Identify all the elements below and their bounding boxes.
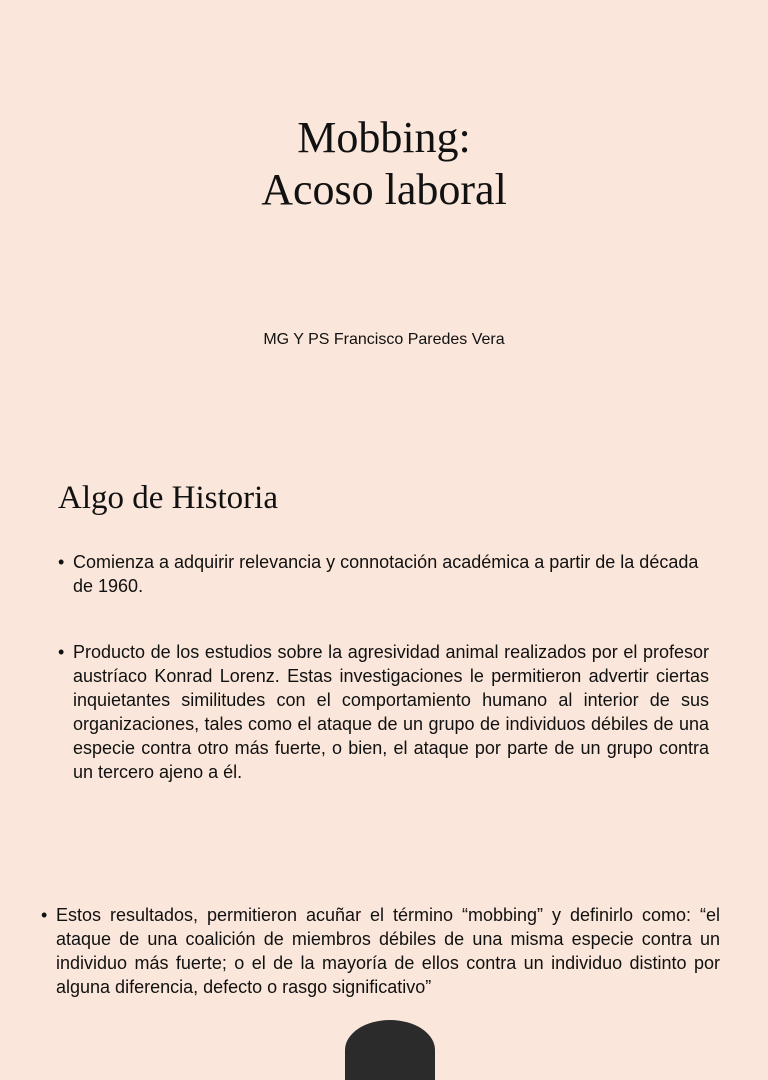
bullet-marker: • bbox=[41, 905, 48, 925]
bullet-item bbox=[58, 640, 709, 784]
bullet-text: Producto de los estudios sobre la agresividad animal realizados por el profesor austríaco Konrad Lorenz. Estas investigaciones le permitieron advertir ciertas inquietantes similitudes con el comportamiento humano al interior de sus organizaciones, tales como el ataque de un grupo de individuos débiles de una especie contra otro más fuerte, o bien, el ataque por parte de un grupo contra un tercero ajeno a él. bbox=[73, 642, 709, 782]
slide-heading: Algo de Historia bbox=[58, 480, 278, 516]
bullet-item bbox=[41, 903, 720, 999]
bullet-marker: • bbox=[58, 642, 65, 662]
title-line-2: Acoso laboral bbox=[261, 165, 507, 214]
slide-title bbox=[0, 112, 768, 216]
bullet-text: Comienza a adquirir relevancia y connotación académica a partir de la década de 1960. bbox=[73, 552, 699, 596]
bullet-text: Estos resultados, permitieron acuñar el término “mobbing” y definirlo como: “el ataque de una coalición de miembros débiles de una misma especie contra un individuo más fuerte; o el de la mayoría de ellos contra un individuo distinto por alguna diferencia, defecto o rasgo significativo” bbox=[56, 905, 720, 997]
title-slide bbox=[0, 0, 768, 420]
decorative-shape bbox=[345, 1020, 435, 1080]
bullet-marker: • bbox=[58, 552, 65, 572]
history-slide bbox=[0, 420, 768, 1024]
bullet-item bbox=[58, 550, 709, 598]
author-name: MG Y PS Francisco Paredes Vera bbox=[263, 331, 505, 348]
title-line-1: Mobbing: bbox=[297, 113, 471, 162]
